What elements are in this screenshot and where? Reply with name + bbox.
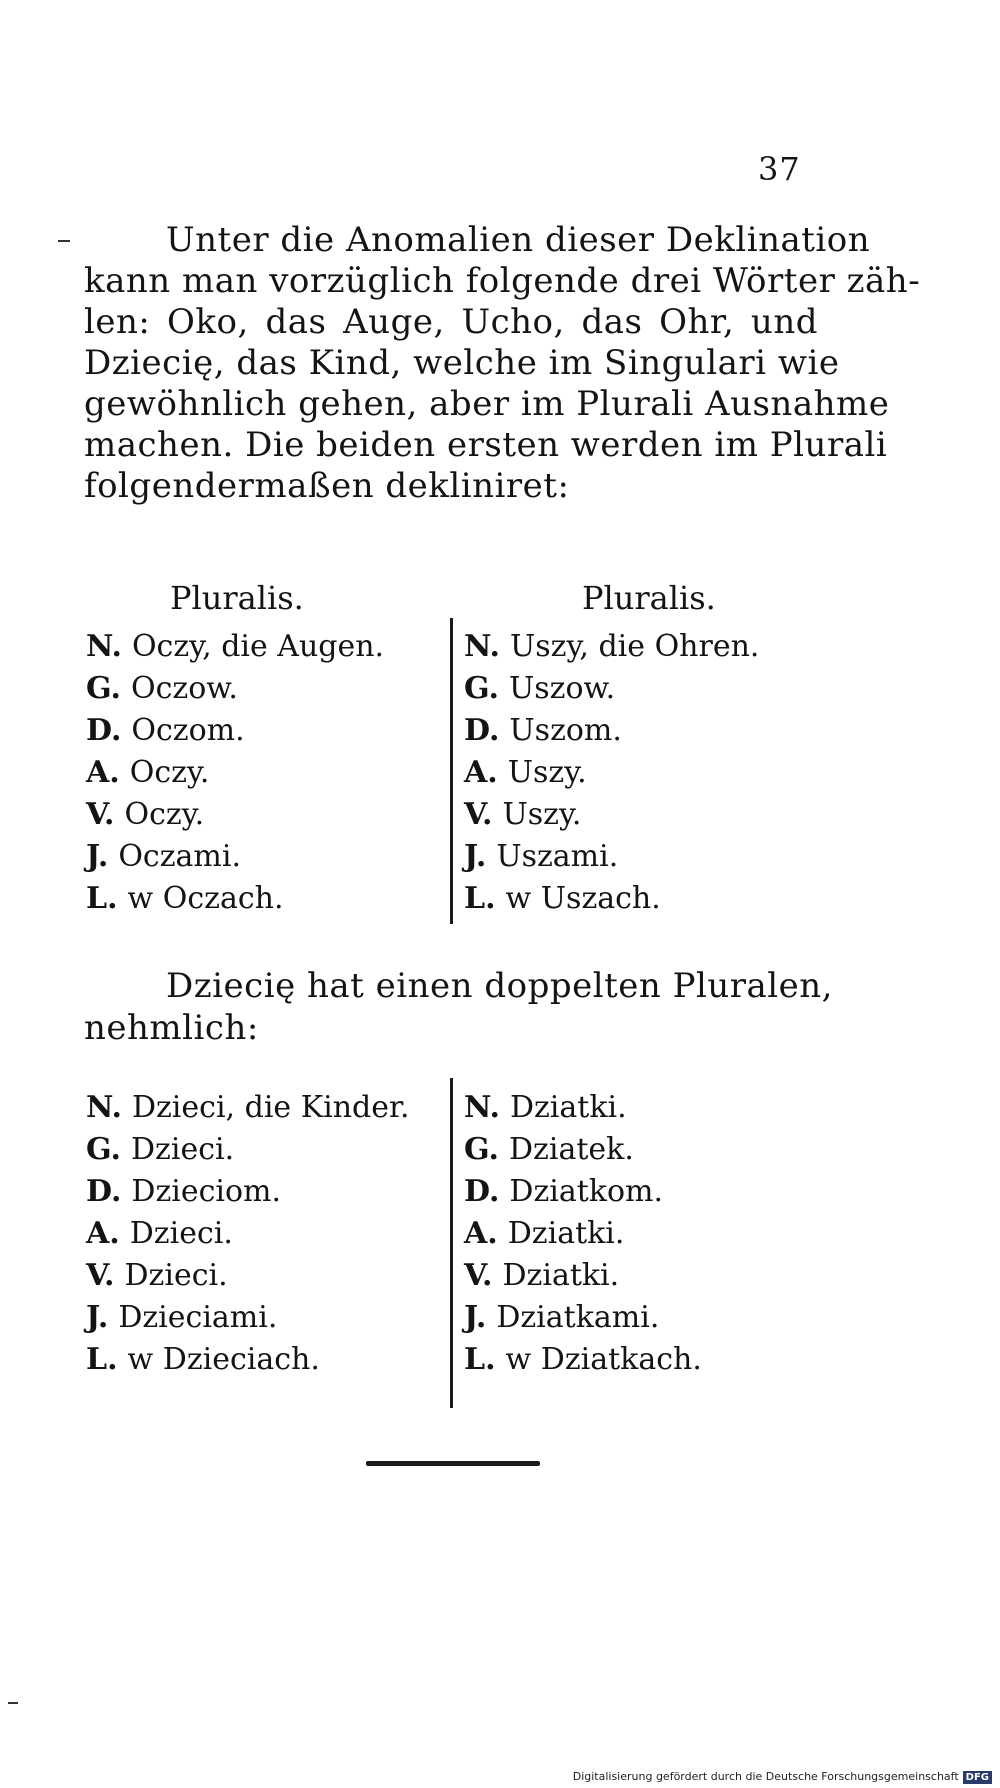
middle-line: Dziecię hat einen doppelten Pluralen, bbox=[166, 966, 833, 1006]
column-heading-right: Pluralis. bbox=[582, 579, 716, 617]
case-form: Dziatki. bbox=[502, 1258, 620, 1293]
case-label: G. bbox=[464, 1132, 499, 1167]
table-row bbox=[86, 711, 245, 751]
case-form: Dziatki. bbox=[509, 1090, 627, 1125]
case-label: D. bbox=[464, 713, 500, 748]
case-label: D. bbox=[86, 713, 122, 748]
table-row bbox=[464, 795, 581, 835]
middle-line: nehmlich: bbox=[84, 1008, 259, 1048]
case-label: J. bbox=[464, 1300, 487, 1335]
table-row bbox=[86, 627, 384, 667]
case-label: N. bbox=[86, 629, 122, 664]
table-row bbox=[464, 1340, 702, 1380]
case-label: L. bbox=[464, 1342, 496, 1377]
table-row bbox=[86, 879, 284, 919]
margin-mark bbox=[58, 240, 70, 242]
case-label: N. bbox=[464, 629, 500, 664]
case-form: Uszy, die Ohren. bbox=[509, 629, 760, 664]
case-label: V. bbox=[86, 1258, 115, 1293]
case-form: Oczami. bbox=[118, 839, 241, 874]
intro-line: folgendermaßen dekliniret: bbox=[84, 466, 570, 506]
table-row bbox=[464, 1172, 663, 1212]
case-form: Oczom. bbox=[131, 713, 245, 748]
case-label: A. bbox=[86, 755, 120, 790]
intro-line: machen. Die beiden ersten werden im Plurali bbox=[84, 425, 888, 465]
case-label: A. bbox=[464, 1216, 498, 1251]
case-label: G. bbox=[464, 671, 499, 706]
case-form: Uszom. bbox=[509, 713, 622, 748]
column-divider bbox=[450, 618, 453, 924]
intro-line: len: Oko, das Auge, Ucho, das Ohr, und bbox=[84, 302, 818, 342]
table-row bbox=[86, 1340, 320, 1380]
case-label: V. bbox=[464, 797, 493, 832]
section-end-rule bbox=[366, 1461, 540, 1466]
case-form: w Oczach. bbox=[127, 881, 284, 916]
case-form: Dziatkami. bbox=[496, 1300, 660, 1335]
case-form: Oczow. bbox=[131, 671, 238, 706]
case-form: Dziatek. bbox=[509, 1132, 634, 1167]
table-row bbox=[86, 1130, 234, 1170]
table-row bbox=[464, 879, 661, 919]
case-form: Oczy, die Augen. bbox=[131, 629, 385, 664]
table-row bbox=[464, 1214, 624, 1254]
case-label: G. bbox=[86, 671, 121, 706]
case-label: J. bbox=[86, 1300, 109, 1335]
case-form: w Dzieciach. bbox=[127, 1342, 320, 1377]
case-label: V. bbox=[86, 797, 115, 832]
table-row bbox=[86, 1298, 277, 1338]
table-row bbox=[86, 795, 204, 835]
table-row bbox=[86, 837, 241, 877]
intro-line: Dziecię, das Kind, welche im Singulari wie bbox=[84, 343, 840, 383]
case-label: A. bbox=[464, 755, 498, 790]
case-label: L. bbox=[86, 881, 118, 916]
table-row bbox=[464, 753, 587, 793]
table-row bbox=[86, 1256, 228, 1296]
case-label: D. bbox=[464, 1174, 500, 1209]
intro-line: gewöhnlich gehen, aber im Plurali Ausnahme bbox=[84, 384, 890, 424]
case-label: D. bbox=[86, 1174, 122, 1209]
case-label: V. bbox=[464, 1258, 493, 1293]
page-number: 37 bbox=[758, 150, 801, 188]
case-form: w Dziatkach. bbox=[505, 1342, 702, 1377]
table-row bbox=[86, 1088, 410, 1128]
case-form: Uszy. bbox=[502, 797, 582, 832]
case-label: L. bbox=[464, 881, 496, 916]
case-form: w Uszach. bbox=[505, 881, 661, 916]
case-label: N. bbox=[464, 1090, 500, 1125]
table-row bbox=[464, 1088, 627, 1128]
column-heading-left: Pluralis. bbox=[170, 579, 304, 617]
table-row bbox=[464, 711, 622, 751]
column-divider bbox=[450, 1078, 453, 1408]
table-row bbox=[464, 627, 759, 667]
intro-line: kann man vorzüglich folgende drei Wörter zäh- bbox=[84, 261, 921, 301]
case-label: G. bbox=[86, 1132, 121, 1167]
table-row bbox=[86, 1214, 233, 1254]
table-row bbox=[464, 669, 615, 709]
credit-text: Digitalisierung gefördert durch die Deutsche Forschungsgemeinschaft bbox=[572, 1770, 959, 1783]
table-row bbox=[86, 1172, 281, 1212]
case-form: Dziatki. bbox=[507, 1216, 625, 1251]
case-form: Dzieciom. bbox=[131, 1174, 282, 1209]
case-form: Dziatkom. bbox=[509, 1174, 664, 1209]
case-form: Dzieciami. bbox=[118, 1300, 278, 1335]
case-form: Dzieci. bbox=[124, 1258, 228, 1293]
table-row bbox=[464, 837, 618, 877]
table-row bbox=[464, 1130, 634, 1170]
digitization-credit bbox=[573, 1770, 992, 1784]
case-form: Uszy. bbox=[507, 755, 587, 790]
case-form: Dzieci. bbox=[131, 1132, 235, 1167]
table-row bbox=[86, 753, 209, 793]
case-form: Uszow. bbox=[509, 671, 616, 706]
case-label: J. bbox=[86, 839, 109, 874]
case-label: L. bbox=[86, 1342, 118, 1377]
table-row bbox=[86, 669, 238, 709]
intro-line: Unter die Anomalien dieser Deklination bbox=[166, 220, 871, 260]
case-label: A. bbox=[86, 1216, 120, 1251]
margin-mark bbox=[8, 1702, 18, 1704]
table-row bbox=[464, 1298, 659, 1338]
case-form: Oczy. bbox=[124, 797, 205, 832]
case-form: Oczy. bbox=[129, 755, 210, 790]
case-label: N. bbox=[86, 1090, 122, 1125]
case-form: Uszami. bbox=[496, 839, 619, 874]
case-form: Dzieci, die Kinder. bbox=[131, 1090, 410, 1125]
case-label: J. bbox=[464, 839, 487, 874]
table-row bbox=[464, 1256, 619, 1296]
dfg-logo: DFG bbox=[963, 1771, 992, 1784]
case-form: Dzieci. bbox=[129, 1216, 233, 1251]
